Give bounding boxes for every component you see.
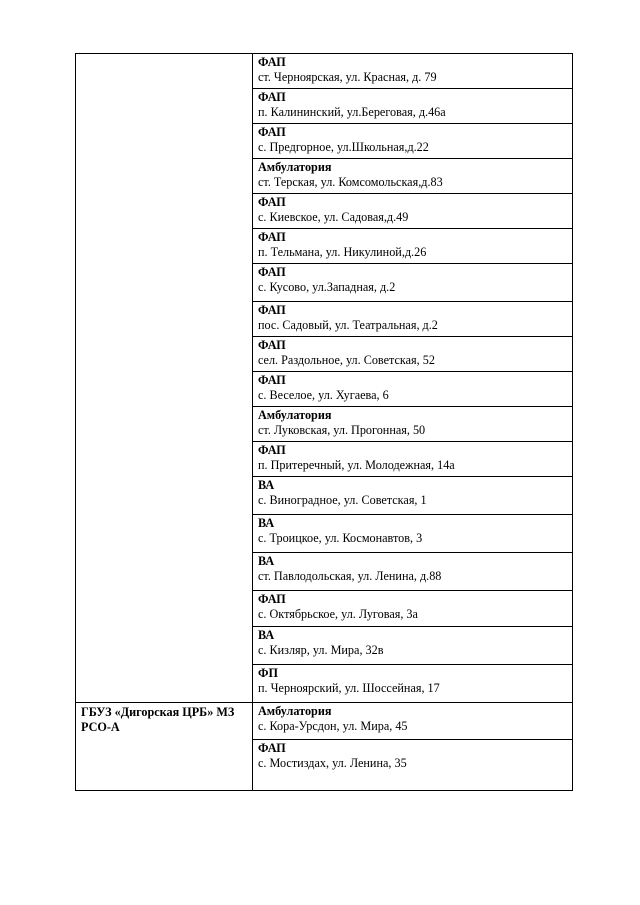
facility-type: ФАП: [258, 265, 286, 279]
facility-address: с. Кусово, ул.Западная, д.2: [258, 279, 396, 294]
facility-address: ст. Луковская, ул. Прогонная, 50: [258, 422, 426, 437]
organization-cell: [76, 703, 253, 791]
facility-cell: [253, 407, 573, 442]
table-row: [76, 54, 573, 89]
facility-type: ФАП: [258, 55, 286, 69]
facility-type: ФАП: [258, 741, 286, 755]
facility-type: Амбулатория: [258, 704, 332, 718]
facility-cell: [253, 264, 573, 302]
facility-cell: [253, 477, 573, 515]
facility-type: ФАП: [258, 303, 286, 317]
facility-cell: [253, 703, 573, 740]
facility-type: ФАП: [258, 338, 286, 352]
facility-cell: [253, 54, 573, 89]
facility-cell: [253, 553, 573, 591]
facility-type: ВА: [258, 478, 275, 492]
facility-type: ФАП: [258, 195, 286, 209]
facility-cell: [253, 302, 573, 337]
table-row: [76, 703, 573, 740]
facility-address: ст. Павлодольская, ул. Ленина, д.88: [258, 568, 442, 583]
facility-cell: [253, 372, 573, 407]
facility-cell: [253, 740, 573, 791]
facility-cell: [253, 442, 573, 477]
facility-cell: [253, 665, 573, 703]
facility-address: ст. Терская, ул. Комсомольская,д.83: [258, 174, 443, 189]
facility-cell: [253, 89, 573, 124]
facility-address: с. Троицкое, ул. Космонавтов, 3: [258, 530, 423, 545]
facility-type: ФП: [258, 666, 278, 680]
facility-cell: [253, 337, 573, 372]
facility-type: ФАП: [258, 592, 286, 606]
facility-address: с. Предгорное, ул.Школьная,д.22: [258, 139, 429, 154]
facility-cell: [253, 229, 573, 264]
facility-type: ВА: [258, 554, 275, 568]
facility-cell: [253, 515, 573, 553]
facility-address: п. Притеречный, ул. Молодежная, 14а: [258, 457, 455, 472]
facility-address: с. Кизляр, ул. Мира, 32в: [258, 642, 384, 657]
facility-type: ФАП: [258, 443, 286, 457]
facility-address: с. Киевское, ул. Садовая,д.49: [258, 209, 409, 224]
facility-address: п. Черноярский, ул. Шоссейная, 17: [258, 680, 440, 695]
facility-cell: [253, 124, 573, 159]
facility-address: с. Октябрьское, ул. Луговая, 3а: [258, 606, 418, 621]
facilities-table: [75, 53, 573, 791]
facility-type: ФАП: [258, 373, 286, 387]
facility-address: сел. Раздольное, ул. Советская, 52: [258, 352, 435, 367]
facility-type: ВА: [258, 516, 275, 530]
facility-type: ФАП: [258, 125, 286, 139]
facility-cell: [253, 159, 573, 194]
facility-type: Амбулатория: [258, 408, 332, 422]
facility-address: с. Виноградное, ул. Советская, 1: [258, 492, 427, 507]
facility-address: пос. Садовый, ул. Театральная, д.2: [258, 317, 438, 332]
facility-address: п. Калининский, ул.Береговая, д.46а: [258, 104, 446, 119]
facility-cell: [253, 194, 573, 229]
facility-address: ст. Черноярская, ул. Красная, д. 79: [258, 69, 437, 84]
facility-type: ФАП: [258, 90, 286, 104]
organization-cell: [76, 54, 253, 703]
facility-cell: [253, 627, 573, 665]
facility-address: с. Кора-Урсдон, ул. Мира, 45: [258, 718, 408, 733]
facility-type: ФАП: [258, 230, 286, 244]
facility-address: с. Мостиздах, ул. Ленина, 35: [258, 755, 407, 770]
facility-address: п. Тельмана, ул. Никулиной,д.26: [258, 244, 427, 259]
facility-address: с. Веселое, ул. Хугаева, 6: [258, 387, 389, 402]
organization-name: [81, 55, 247, 56]
facility-type: ВА: [258, 628, 275, 642]
facility-type: Амбулатория: [258, 160, 332, 174]
facility-cell: [253, 591, 573, 627]
organization-name: ГБУЗ «Дигорская ЦРБ» МЗ РСО-А: [81, 705, 235, 734]
